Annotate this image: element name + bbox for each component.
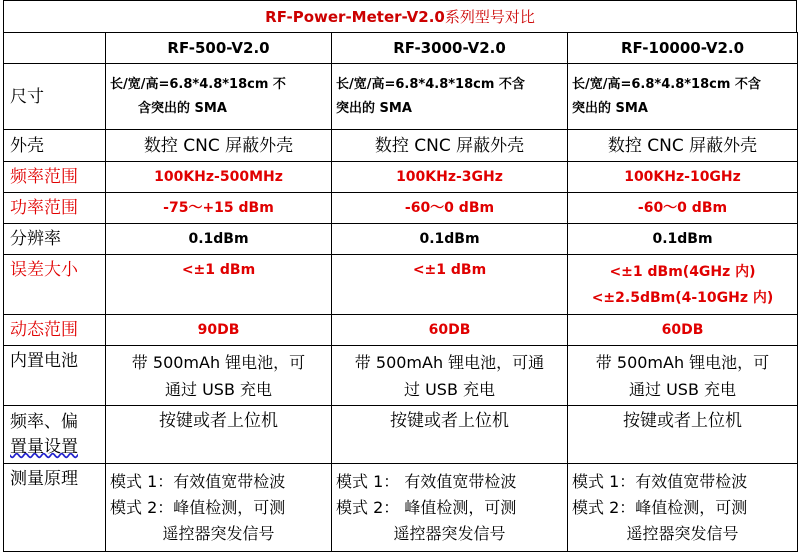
row-label: 误差大小 (4, 255, 106, 315)
row-dynamic-range (4, 315, 798, 346)
row-label: 内置电池 (4, 346, 106, 406)
row-resolution (4, 224, 798, 255)
cell-error-rf10000: <±1 dBm(4GHz 内) <±2.5dBm(4-10GHz 内) (568, 255, 798, 315)
cell-principle-rf3000: 模式 1： 有效值宽带检波 模式 2： 峰值检测，可测 遥控器突发信号 (332, 464, 568, 552)
header-rf500: RF-500-V2.0 (106, 33, 332, 64)
cell-dyn-rf10000: 60DB (568, 315, 798, 346)
row-label: 频率范围 (4, 162, 106, 193)
row-power (4, 193, 798, 224)
header-row (4, 33, 798, 64)
cell-principle-rf500: 模式 1：有效值宽带检波 模式 2：峰值检测，可测 遥控器突发信号 (106, 464, 332, 552)
cell-settings-rf10000: 按键或者上位机 (568, 406, 798, 464)
cell-error-rf500: <±1 dBm (106, 255, 332, 315)
cell-error-rf3000: <±1 dBm (332, 255, 568, 315)
row-frequency (4, 162, 798, 193)
row-label: 动态范围 (4, 315, 106, 346)
row-label: 外壳 (4, 130, 106, 162)
cell-shell-rf3000: 数控 CNC 屏蔽外壳 (332, 130, 568, 162)
row-label: 功率范围 (4, 193, 106, 224)
cell-res-rf500: 0.1dBm (106, 224, 332, 255)
cell-battery-rf500: 带 500mAh 锂电池，可 通过 USB 充电 (106, 346, 332, 406)
cell-settings-rf500: 按键或者上位机 (106, 406, 332, 464)
row-shell (4, 130, 798, 162)
cell-power-rf500: -75～+15 dBm (106, 193, 332, 224)
cell-freq-rf10000: 100KHz-10GHz (568, 162, 798, 193)
cell-dyn-rf500: 90DB (106, 315, 332, 346)
row-battery (4, 346, 798, 406)
cell-freq-rf500: 100KHz-500MHz (106, 162, 332, 193)
header-rf3000: RF-3000-V2.0 (332, 33, 568, 64)
cell-res-rf3000: 0.1dBm (332, 224, 568, 255)
row-error (4, 255, 798, 315)
cell-principle-rf10000: 模式 1：有效值宽带检波 模式 2：峰值检测，可测 遥控器突发信号 (568, 464, 798, 552)
cell-freq-rf3000: 100KHz-3GHz (332, 162, 568, 193)
cell-size-rf3000: 长/宽/高=6.8*4.8*18cm 不含 突出的 SMA (332, 64, 568, 130)
row-label: 尺寸 (4, 64, 106, 130)
cell-battery-rf10000: 带 500mAh 锂电池，可 通过 USB 充电 (568, 346, 798, 406)
title-suffix: 系列型号对比 (444, 8, 535, 26)
cell-shell-rf10000: 数控 CNC 屏蔽外壳 (568, 130, 798, 162)
cell-power-rf10000: -60～0 dBm (568, 193, 798, 224)
cell-power-rf3000: -60～0 dBm (332, 193, 568, 224)
cell-dyn-rf3000: 60DB (332, 315, 568, 346)
header-corner (4, 33, 106, 64)
row-principle (4, 464, 798, 552)
cell-size-rf500: 长/宽/高=6.8*4.8*18cm 不 含突出的 SMA (106, 64, 332, 130)
table-title (3, 0, 797, 32)
row-label: 分辨率 (4, 224, 106, 255)
row-label: 测量原理 (4, 464, 106, 552)
cell-settings-rf3000: 按键或者上位机 (332, 406, 568, 464)
row-settings (4, 406, 798, 464)
cell-res-rf10000: 0.1dBm (568, 224, 798, 255)
title-main: RF-Power-Meter-V2.0 (265, 7, 445, 26)
comparison-table (3, 32, 798, 552)
cell-size-rf10000: 长/宽/高=6.8*4.8*18cm 不含 突出的 SMA (568, 64, 798, 130)
cell-battery-rf3000: 带 500mAh 锂电池，可通 过 USB 充电 (332, 346, 568, 406)
row-label: 频率、偏 置量设置 (4, 406, 106, 464)
header-rf10000: RF-10000-V2.0 (568, 33, 798, 64)
cell-shell-rf500: 数控 CNC 屏蔽外壳 (106, 130, 332, 162)
row-size (4, 64, 798, 130)
